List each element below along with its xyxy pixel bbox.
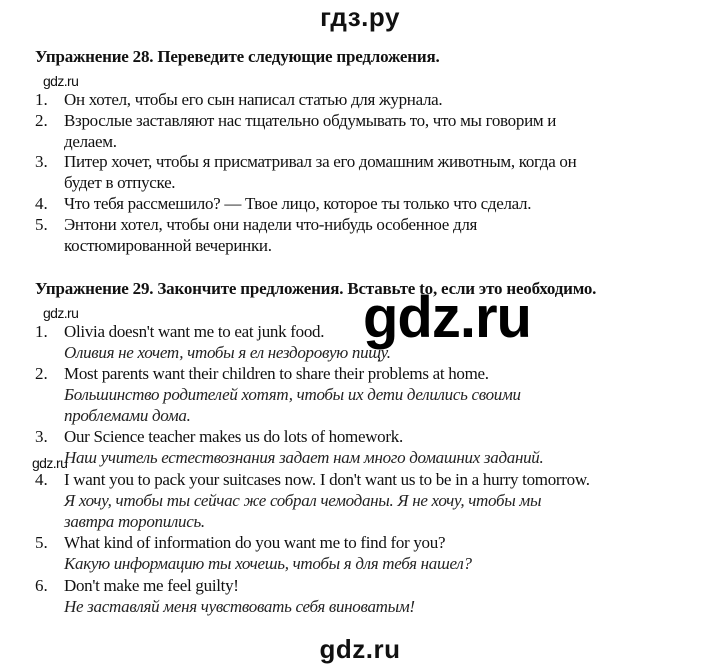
item-text: Энтони хотел, чтобы они надели что-нибудь особенное для <box>64 215 478 234</box>
exercise-29-title: Упражнение 29. Закончите предложения. Вставьте to, если это необходимо. <box>35 279 597 298</box>
item-english: Don't make me feel guilty! <box>64 576 239 595</box>
item-translation: Какую информацию ты хочешь, чтобы я для тебя нашел? <box>64 554 472 573</box>
item-text-continued: делаем. <box>64 132 117 151</box>
item-number: 2. <box>35 364 48 383</box>
item-number: 3. <box>35 152 48 171</box>
item-english: Our Science teacher makes us do lots of homework. <box>64 427 403 446</box>
item-text: Он хотел, чтобы его сын написал статью для журнала. <box>64 90 443 109</box>
item-english: Olivia doesn't want me to eat junk food. <box>64 322 325 341</box>
exercise-28-title: Упражнение 28. Переведите следующие предложения. <box>35 47 440 66</box>
site-logo-header: гдз.ру <box>320 2 400 32</box>
item-text-continued: костюмированной вечеринки. <box>64 236 272 255</box>
item-number: 5. <box>35 215 48 234</box>
item-translation: Я хочу, чтобы ты сейчас же собрал чемоданы. Я не хочу, чтобы мы <box>64 491 542 510</box>
item-text: Питер хочет, чтобы я присматривал за его домашним животным, когда он <box>64 152 577 171</box>
item-number: 1. <box>35 90 48 109</box>
item-translation: Оливия не хочет, чтобы я ел нездоровую пищу. <box>64 343 391 362</box>
item-translation-continued: завтра торопились. <box>64 512 205 531</box>
item-english: I want you to pack your suitcases now. I don't want us to be in a hurry tomorrow. <box>64 470 590 489</box>
watermark-large: gdz.ru <box>363 285 531 350</box>
item-translation: Наш учитель естествознания задает нам много домашних заданий. <box>64 448 544 467</box>
item-number: 4. <box>35 194 48 213</box>
item-number: 6. <box>35 576 48 595</box>
item-text: Взрослые заставляют нас тщательно обдумывать то, что мы говорим и <box>64 111 557 130</box>
item-english: What kind of information do you want me to find for you? <box>64 533 446 552</box>
watermark-small-3: gdz.ru <box>32 455 68 471</box>
item-number: 5. <box>35 533 48 552</box>
site-logo-footer: gdz.ru <box>319 634 401 664</box>
item-translation: Большинство родителей хотят, чтобы их дети делились своими <box>64 385 521 404</box>
item-number: 4. <box>35 470 48 489</box>
item-text: Что тебя рассмешило? — Твое лицо, которое ты только что сделал. <box>64 194 532 213</box>
item-english: Most parents want their children to share their problems at home. <box>64 364 489 383</box>
item-number: 3. <box>35 427 48 446</box>
item-number: 2. <box>35 111 48 130</box>
item-number: 1. <box>35 322 48 341</box>
item-translation-continued: проблемами дома. <box>64 406 191 425</box>
item-text-continued: будет в отпуске. <box>64 173 176 192</box>
watermark-small-2: gdz.ru <box>43 305 79 321</box>
watermark-small-1: gdz.ru <box>43 73 79 89</box>
item-translation: Не заставляй меня чувствовать себя виноватым! <box>64 597 415 616</box>
